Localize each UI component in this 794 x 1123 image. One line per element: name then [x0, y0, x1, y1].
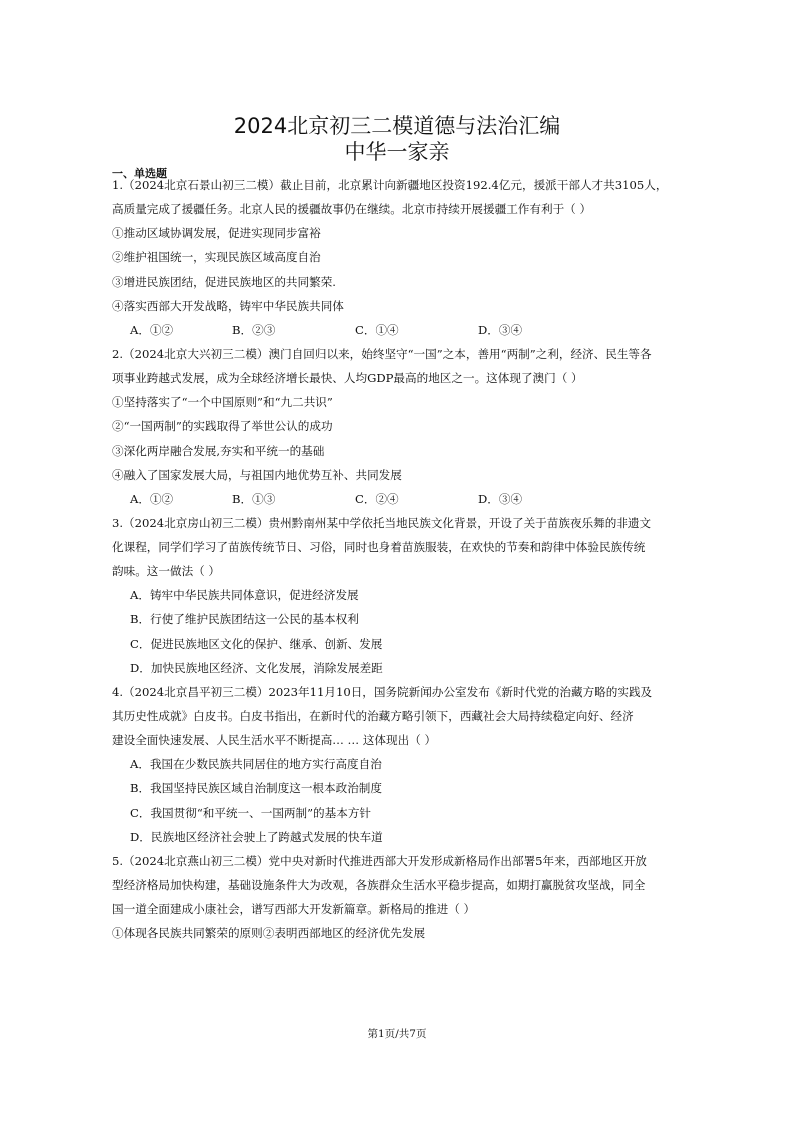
q1-statement-2: ②维护祖国统一，实现民族区域高度自治 [112, 250, 321, 264]
q3-stem-line2: 化课程，同学们学习了苗族传统节日、习俗，同时也身着苗族服装，在欢快的节奏和韵律中体验民族传统 [112, 540, 646, 554]
q1-option-c: C．①④ [355, 323, 399, 337]
q4-stem-line2: 其历史性成就》白皮书。白皮书指出，在新时代的治藏方略引领下，西藏社会大局持续稳定向好、经济 [112, 709, 634, 723]
q2-statement-3: ③深化两岸融合发展,夯实和平统一的基础 [112, 444, 325, 458]
q4-stem-line1: 4.（2024北京昌平初三二模）2023年11月10日，国务院新闻办公室发布《新时代党的治藏方略的实践及 [112, 685, 653, 699]
q2-option-a: A．①② [130, 492, 174, 506]
q5-statement-1-2: ①体现各民族共同繁荣的原则②表明西部地区的经济优先发展 [112, 926, 426, 940]
q4-option-c: C．我国贯彻“和平统一、一国两制”的基本方针 [130, 806, 372, 820]
q3-option-c: C．促进民族地区文化的保护、继承、创新、发展 [130, 637, 383, 651]
q3-option-a: A．铸牢中华民族共同体意识，促进经济发展 [130, 588, 359, 602]
q1-option-d: D．③④ [478, 323, 523, 337]
q3-stem-line3: 韵味。这一做法（ ） [112, 564, 221, 578]
q3-stem-line1: 3.（2024北京房山初三二模）贵州黔南州某中学依托当地民族文化背景，开设了关于苗族夜乐舞的非遗文 [112, 516, 652, 530]
page-title: 2024北京初三二模道德与法治汇编 [233, 114, 561, 138]
q2-stem-line1: 2.（2024北京大兴初三二模）澳门自回归以来，始终坚守“一国”之本，善用“两制”之利，经济、民生等各 [112, 347, 652, 361]
q4-option-d: D．民族地区经济社会驶上了跨越式发展的快车道 [130, 830, 383, 844]
page-footer: 第1页/共7页 [367, 1028, 427, 1040]
q1-statement-3: ③增进民族团结，促进民族地区的共同繁荣. [112, 275, 336, 289]
q2-stem-line2: 项事业跨越式发展，成为全球经济增长最快、人均GDP最高的地区之一。这体现了澳门（ ） [112, 371, 583, 385]
q3-option-d: D．加快民族地区经济、文化发展，消除发展差距 [130, 661, 383, 675]
q5-stem-line1: 5.（2024北京燕山初三二模）党中央对新时代推进西部大开发形成新格局作出部署5年来，西部地区开放 [112, 854, 647, 868]
q4-stem-line3: 建设全面快速发展、人民生活水平不断提高… … 这体现出（ ） [112, 733, 437, 747]
q1-statement-4: ④落实西部大开发战略，铸牢中华民族共同体 [112, 299, 344, 313]
q1-stem-line1: 1.（2024北京石景山初三二模）截止目前，北京累计向新疆地区投资192.4亿元，援派干部人才共3105人， [112, 178, 668, 192]
page-subtitle: 中华一家亲 [344, 140, 450, 164]
q1-option-b: B．②③ [232, 323, 276, 337]
q2-statement-2: ②“一国两制”的实践取得了举世公认的成功 [112, 419, 333, 433]
q2-option-c: C．②④ [355, 492, 399, 506]
q4-option-b: B．我国坚持民族区域自治制度这一根本政治制度 [130, 781, 382, 795]
q5-stem-line3: 国一道全面建成小康社会，谱写西部大开发新篇章。新格局的推进（ ） [112, 902, 476, 916]
q2-option-b: B．①③ [232, 492, 276, 506]
q1-statement-1: ①推动区域协调发展，促进实现同步富裕 [112, 226, 321, 240]
q2-statement-1: ①坚持落实了“一个中国原则”和“九二共识” [112, 395, 333, 409]
q5-stem-line2: 型经济格局加快构建，基础设施条件大为改观，各族群众生活水平稳步提高，如期打赢脱贫攻坚战，同全 [112, 878, 646, 892]
q1-stem-line2: 高质量完成了援疆任务。北京人民的援疆故事仍在继续。北京市持续开展援疆工作有利于（ ） [112, 202, 592, 216]
q1-option-a: A．①② [130, 323, 174, 337]
q3-option-b: B．行使了维护民族团结这一公民的基本权利 [130, 612, 359, 626]
q2-option-d: D．③④ [478, 492, 523, 506]
q4-option-a: A．我国在少数民族共同居住的地方实行高度自治 [130, 757, 382, 771]
q2-statement-4: ④融入了国家发展大局，与祖国内地优势互补、共同发展 [112, 468, 402, 482]
section-heading: 一、单选题 [112, 167, 167, 180]
